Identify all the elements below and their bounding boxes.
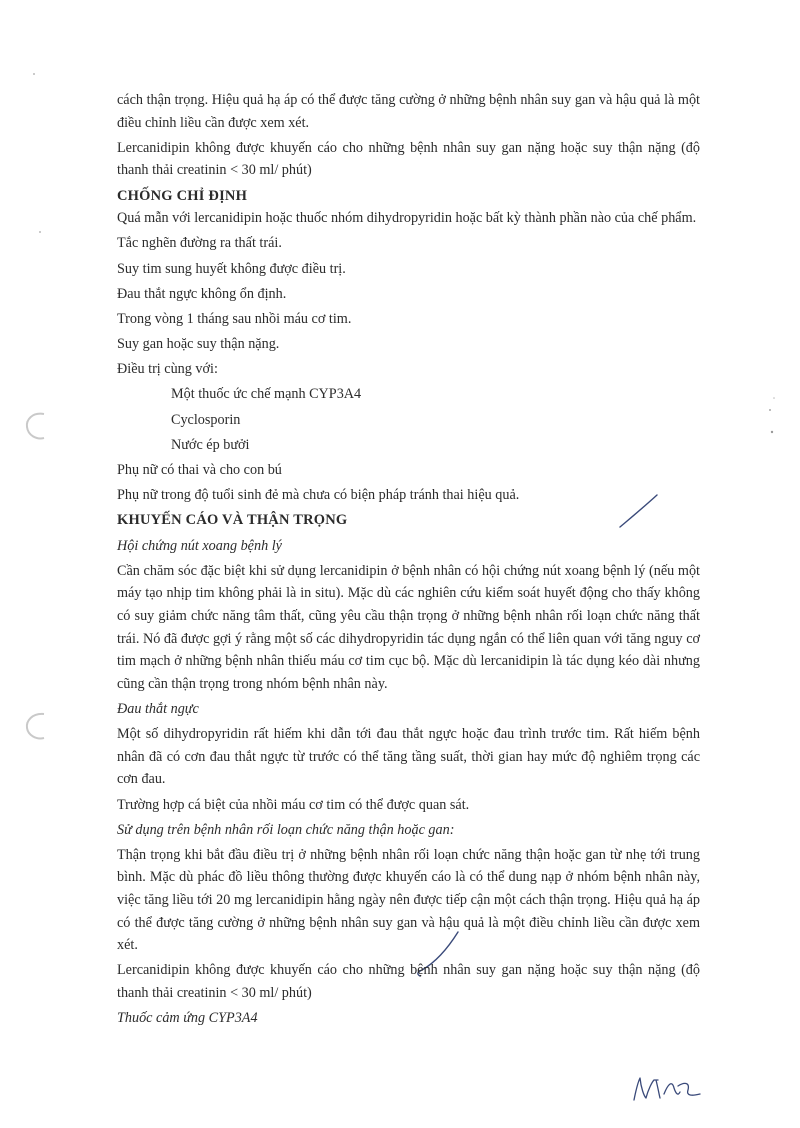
contraindication-item: Suy tim sung huyết không được điều trị. (117, 260, 346, 277)
section-heading: KHUYẾN CÁO VÀ THẬN TRỌNG (117, 512, 348, 529)
contraindication-item: Phụ nữ có thai và cho con bú (117, 462, 282, 479)
paragraph: Lercanidipin không được khuyến cáo cho những bệnh nhân suy gan nặng hoặc suy thận nặng (độ thanh thải creatinin < 30 ml/ phút) (117, 962, 700, 1002)
subsection-title: Đau thắt ngực (117, 700, 199, 717)
contraindication-item: Tắc nghẽn đường ra thất trái. (117, 235, 282, 252)
punch-hole-top (22, 410, 52, 442)
subsection-title: Hội chứng nút xoang bệnh lý (117, 537, 282, 554)
handwritten-signature (628, 1068, 708, 1110)
contraindication-item: Suy gan hoặc suy thận nặng. (117, 336, 280, 353)
document-body (117, 89, 700, 1030)
contraindication-item: Quá mẫn với lercanidipin hoặc thuốc nhóm dihydropyridin hoặc bất kỳ thành phần nào của chế phẩm. (117, 210, 697, 227)
section-heading: CHỐNG CHỈ ĐỊNH (117, 187, 248, 204)
contraindication-subitem: Cyclosporin (171, 411, 241, 428)
subsection-title: Sử dụng trên bệnh nhân rối loạn chức năng thận hoặc gan: (117, 821, 455, 838)
subsection-title: Thuốc cảm ứng CYP3A4 (117, 1010, 258, 1027)
paragraph: cách thận trọng. Hiệu quả hạ áp có thể được tăng cường ở những bệnh nhân suy gan và hậu quả là một điều chỉnh liều cần được xem xét. (117, 92, 700, 131)
paragraph: Cần chăm sóc đặc biệt khi sử dụng lercanidipin ở bệnh nhân có hội chứng nút xoang bệnh lý (nếu một máy tạo nhịp tim không phải là in situ). Mặc dù các nghiên cứu kiểm soát huyết động cho thấy không có suy giảm chức năng tâm thất, cũng yêu cầu thận trọng ở những bệnh nhân rối loạn chức năng thất trái. Nó đã được gợi ý rằng một số các dihydropyridin tác dụng ngắn có thể liên quan với tăng nguy cơ tim mạch ở những bệnh nhân thiếu máu cơ tim cục bộ. Mặc dù lercanidipin là tác dụng kéo dài nhưng cũng cần thận trọng trong nhóm bệnh nhân này. (117, 562, 700, 692)
contraindication-subitem: Một thuốc ức chế mạnh CYP3A4 (171, 386, 362, 403)
paragraph: Thận trọng khi bắt đầu điều trị ở những bệnh nhân rối loạn chức năng thận hoặc gan từ nhẹ tới trung bình. Mặc dù phác đồ liều thông thường được khuyến cáo là có thể dung nạp ở nhóm bệnh nhân này, việc tăng liều tới 20 mg lercanidipin hằng ngày nên được tiếp cận một cách thận trọng. Hiệu quả hạ áp có thể được tăng cường ở những bệnh nhân suy gan và hậu quả là một điều chỉnh liều cần được xem xét. (117, 846, 700, 954)
contraindication-subitem: Nước ép bưởi (171, 436, 250, 453)
paragraph: Lercanidipin không được khuyến cáo cho những bệnh nhân suy gan nặng hoặc suy thận nặng (độ thanh thải creatinin < 30 ml/ phút) (117, 139, 700, 179)
paragraph: Trường hợp cá biệt của nhồi máu cơ tim có thể được quan sát. (117, 796, 470, 813)
contraindication-item: Trong vòng 1 tháng sau nhồi máu cơ tim. (117, 310, 352, 327)
paragraph: Một số dihydropyridin rất hiếm khi dẫn tới đau thắt ngực hoặc đau trình trước tim. Rất hiếm bệnh nhân đã có cơn đau thắt ngực từ trước có thể tăng tầng suất, thời gian hay mức độ nghiêm trọng các cơn đau. (117, 726, 700, 788)
contraindication-item: Điều trị cùng với: (117, 361, 218, 378)
contraindication-item: Đau thắt ngực không ổn định. (117, 285, 287, 302)
punch-hole-bottom (22, 710, 52, 742)
contraindication-item: Phụ nữ trong độ tuổi sinh đẻ mà chưa có biện pháp tránh thai hiệu quả. (117, 487, 520, 504)
